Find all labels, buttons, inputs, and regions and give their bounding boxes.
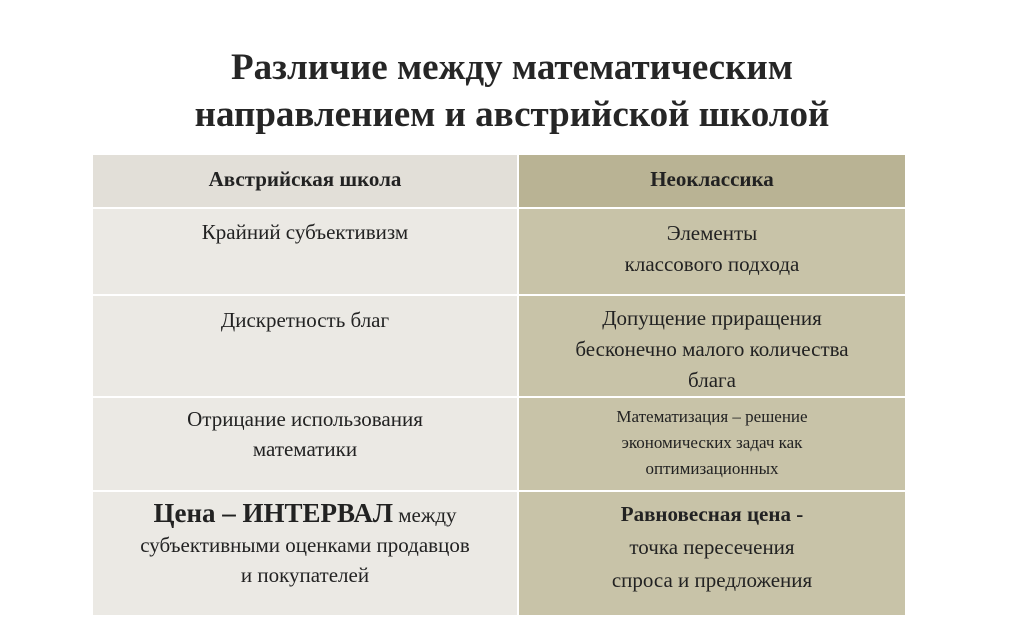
row-4-left-text-2: субъективными оценками продавцов bbox=[140, 533, 470, 557]
slide-title-line-2: направлением и австрийской школой bbox=[194, 94, 830, 135]
slide-title-line-1: Различие между математическим bbox=[231, 47, 793, 88]
row-4-right-text-3: спроса и предложения bbox=[611, 568, 813, 592]
row-4-left-text-1 bbox=[93, 498, 517, 530]
row-2-right-text-1: Допущение приращения bbox=[602, 306, 822, 330]
row-2-right-text-3: блага bbox=[688, 368, 736, 392]
row-4-left-cell bbox=[93, 492, 517, 615]
row-4-right-cell bbox=[519, 492, 905, 615]
row-1-left-text: Крайний субъективизм bbox=[201, 220, 409, 244]
row-3-left-text-1: Отрицание использования bbox=[187, 407, 423, 431]
equilibrium-price-emphasis: Равновесная цена - bbox=[620, 502, 804, 526]
row-1-left-cell bbox=[93, 209, 517, 294]
row-1-right-cell bbox=[519, 209, 905, 294]
row-3-right-cell bbox=[519, 398, 905, 490]
row-4-left-text-3: и покупателей bbox=[240, 563, 370, 587]
row-3-left-cell bbox=[93, 398, 517, 490]
row-1-right-text-1: Элементы bbox=[666, 221, 758, 245]
row-4-left-text-1-rest: между bbox=[392, 503, 457, 527]
row-3-right-text-3: оптимизационных bbox=[645, 459, 779, 478]
row-2-right-text-2: бесконечно малого количества bbox=[575, 337, 849, 361]
price-interval-emphasis: Цена – ИНТЕРВАЛ bbox=[153, 498, 393, 528]
row-3-left-text-2: математики bbox=[252, 437, 358, 461]
row-1-right-text-2: классового подхода bbox=[624, 252, 800, 276]
header-austrian-school: Австрийская школа bbox=[93, 155, 517, 207]
row-4-right-text-2: точка пересечения bbox=[629, 535, 795, 559]
row-2-right-cell bbox=[519, 296, 905, 396]
row-2-left-cell bbox=[93, 296, 517, 396]
row-3-right-text-2: экономических задач как bbox=[621, 433, 803, 452]
row-3-right-text-1: Математизация – решение bbox=[616, 407, 808, 426]
row-2-left-text: Дискретность благ bbox=[220, 308, 390, 332]
comparison-table bbox=[93, 155, 905, 615]
header-neoclassics: Неоклассика bbox=[519, 155, 905, 207]
slide-title bbox=[0, 44, 1024, 138]
